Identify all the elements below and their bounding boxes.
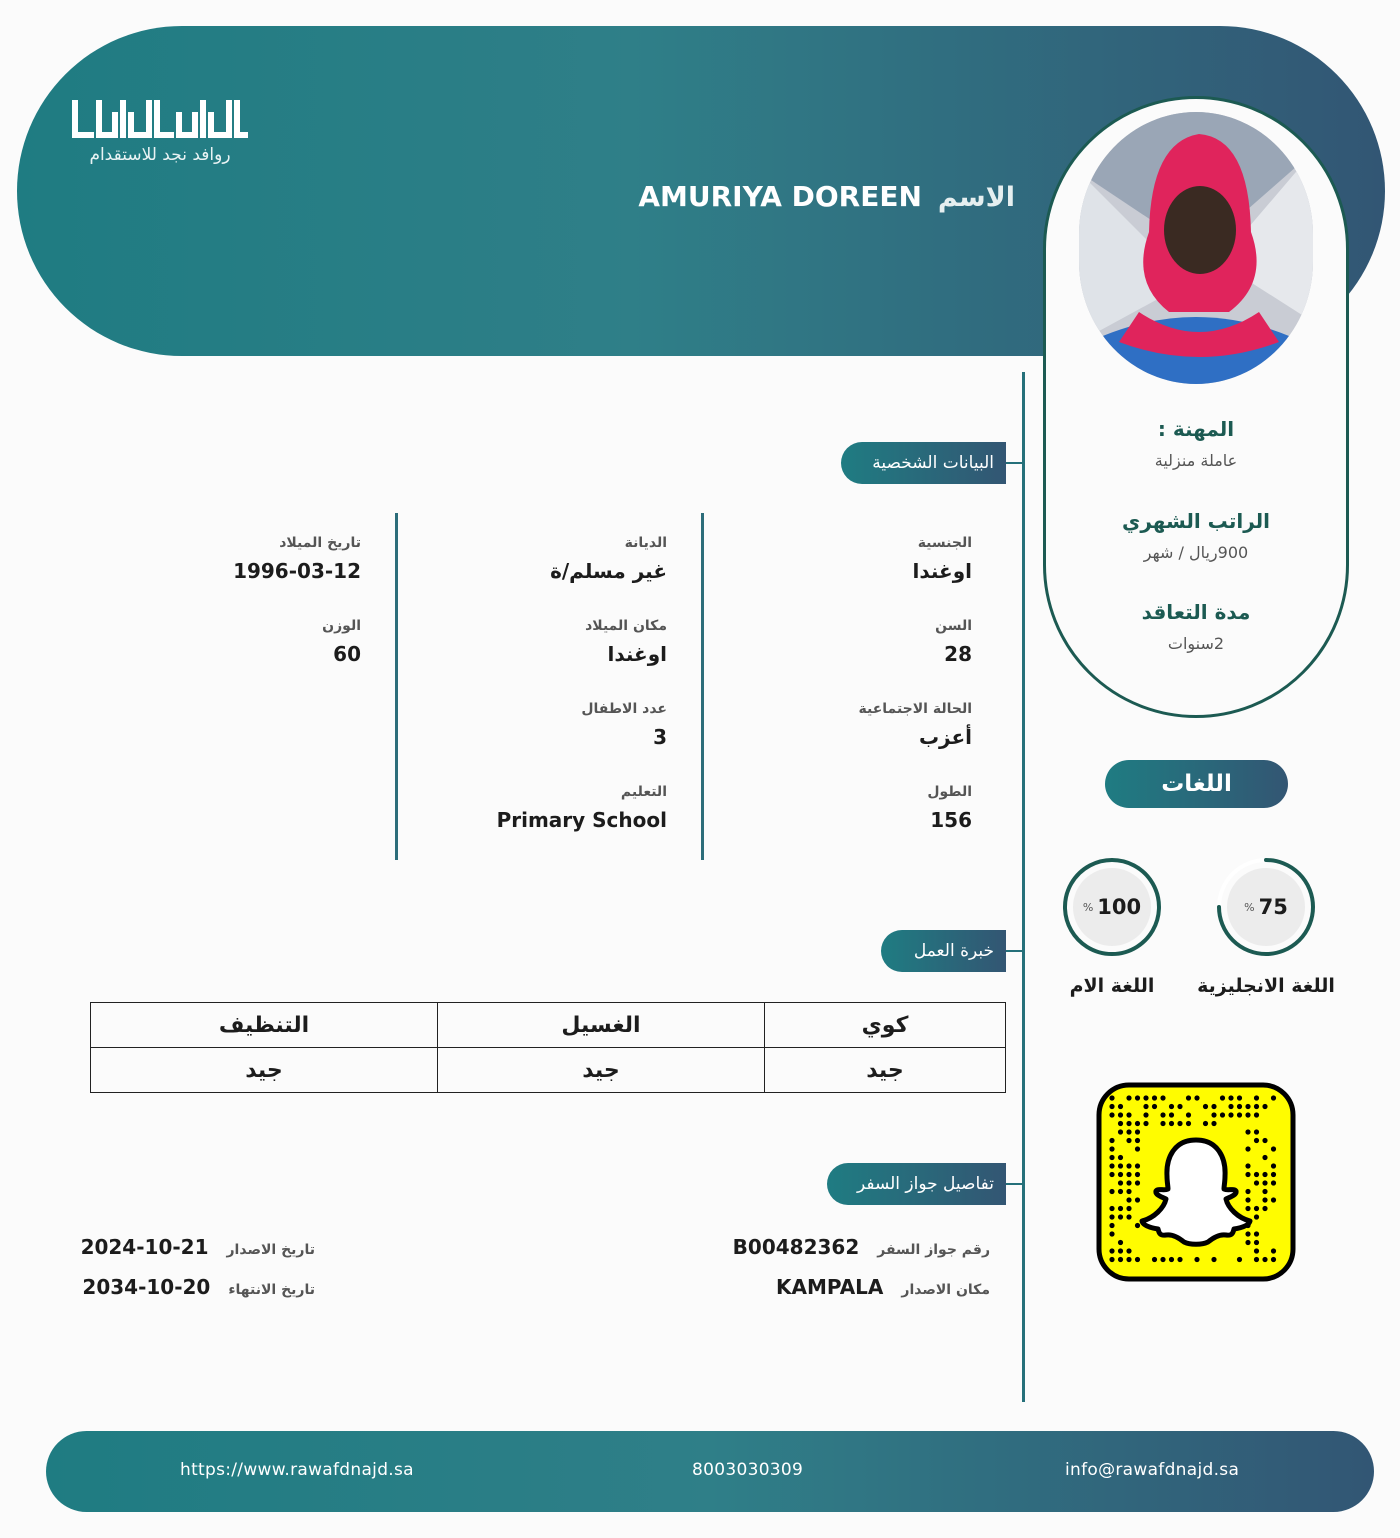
issue-place-row: [776, 1275, 990, 1299]
snapcode-dot: [1262, 1155, 1267, 1160]
snapcode-dot: [1262, 1104, 1267, 1109]
snapcode-dot: [1262, 1180, 1267, 1185]
snapcode-dot: [1135, 1129, 1140, 1134]
snapcode-dot: [1109, 1104, 1114, 1109]
field-label: مكان الميلاد: [585, 618, 667, 634]
snapcode-dot: [1126, 1197, 1131, 1202]
snapcode-dot: [1237, 1112, 1242, 1117]
field-birthplace: [407, 618, 667, 666]
snapcode-dot: [1126, 1163, 1131, 1168]
field-value: 1996-03-12: [233, 559, 361, 583]
contract-label: مدة التعاقد: [1141, 600, 1251, 624]
gauge-unit: %: [1244, 900, 1255, 914]
snapcode-dot: [1211, 1104, 1216, 1109]
snapcode-dot: [1177, 1257, 1182, 1262]
field-value: 28: [944, 642, 972, 666]
snapcode-dot: [1237, 1095, 1242, 1100]
snapcode-dot: [1160, 1095, 1165, 1100]
snapcode-dot: [1262, 1189, 1267, 1194]
snapcode-dot: [1245, 1172, 1250, 1177]
snapcode-dot: [1262, 1206, 1267, 1211]
snapcode-dot: [1152, 1095, 1157, 1100]
passport-number: B00482362: [732, 1235, 860, 1259]
field-label: تاريخ الميلاد: [279, 535, 361, 551]
snapcode-dot: [1135, 1146, 1140, 1151]
snapcode-dot: [1118, 1206, 1123, 1211]
snapcode-dot: [1254, 1206, 1259, 1211]
field-value: 156: [930, 808, 972, 832]
snapcode-dot: [1262, 1138, 1267, 1143]
snapcode-dot: [1126, 1172, 1131, 1177]
snapcode-dot: [1118, 1155, 1123, 1160]
field-value: أعزب: [918, 725, 972, 749]
passport-number-label: رقم جواز السفر: [877, 1242, 990, 1258]
website-link[interactable]: https://www.rawafdnajd.sa: [180, 1460, 414, 1480]
language-label-english: اللغة الانجليزية: [1197, 975, 1335, 997]
snapcode-dot: [1109, 1138, 1114, 1143]
snapcode-dot: [1160, 1121, 1165, 1126]
snapcode-dot: [1152, 1104, 1157, 1109]
email-link[interactable]: info@rawafdnajd.sa: [1065, 1460, 1240, 1480]
personal-section-tag: [841, 442, 1006, 484]
snapcode-dot: [1254, 1112, 1259, 1117]
snapcode-dot: [1109, 1248, 1114, 1253]
gauge-value: 100: [1097, 895, 1142, 919]
salary-block: [1046, 509, 1346, 562]
snapcode-dot: [1271, 1172, 1276, 1177]
snapcode-dot: [1237, 1104, 1242, 1109]
snapcode-dot: [1135, 1121, 1140, 1126]
skill-header: كوي: [765, 1003, 1006, 1048]
snapcode-dot: [1109, 1257, 1114, 1262]
snapcode-dot: [1254, 1095, 1259, 1100]
passport-number-row: [733, 1235, 990, 1259]
snapcode-dot: [1245, 1104, 1250, 1109]
snapcode-dot: [1169, 1257, 1174, 1262]
experience-section-tag: [881, 930, 1006, 972]
snapcode-dot: [1254, 1172, 1259, 1177]
expiry-date-row: [82, 1275, 315, 1299]
issue-date: 2024-10-21: [80, 1235, 209, 1259]
snapcode-dot: [1228, 1104, 1233, 1109]
table-row: [91, 1003, 1006, 1048]
vertical-divider: [1022, 372, 1025, 1402]
snapcode-dot: [1169, 1104, 1174, 1109]
snapcode-dot: [1271, 1146, 1276, 1151]
column-divider: [701, 513, 704, 860]
gauge-center: [1073, 868, 1151, 946]
snapcode-dot: [1262, 1197, 1267, 1202]
languages-title-text: اللغات: [1161, 771, 1232, 797]
field-age: [712, 618, 972, 666]
snapcode-icon[interactable]: [1096, 1082, 1296, 1282]
snapcode-dot: [1109, 1112, 1114, 1117]
language-gauge-english: [1216, 857, 1316, 957]
gauge-unit: %: [1082, 900, 1094, 914]
field-label: السن: [935, 618, 972, 634]
logo-mark-icon: [71, 95, 249, 141]
snapcode-dot: [1254, 1104, 1259, 1109]
field-marital-status: [712, 701, 972, 749]
snapcode-dot: [1186, 1112, 1191, 1117]
skill-level: جيد: [91, 1048, 438, 1093]
field-label: عدد الاطفال: [581, 701, 667, 717]
snapcode-dot: [1126, 1214, 1131, 1219]
language-label-native: اللغة الام: [1069, 975, 1155, 997]
field-weight: [121, 618, 361, 666]
snapcode-dot: [1135, 1180, 1140, 1185]
snapcode-dot: [1126, 1129, 1131, 1134]
snapcode-dot: [1271, 1095, 1276, 1100]
snapcode-dot: [1118, 1240, 1123, 1245]
snapcode-dot: [1126, 1121, 1131, 1126]
contract-block: [1046, 600, 1346, 653]
snapcode-dot: [1126, 1095, 1131, 1100]
snapcode-dot: [1245, 1112, 1250, 1117]
profession-block: [1046, 417, 1346, 470]
snapcode-dot: [1245, 1231, 1250, 1236]
snapcode-dot: [1254, 1248, 1259, 1253]
snapcode-dot: [1203, 1104, 1208, 1109]
language-gauge-native: [1062, 857, 1162, 957]
snapcode-dot: [1194, 1095, 1199, 1100]
snapcode-dot: [1126, 1257, 1131, 1262]
snapcode-dot: [1135, 1197, 1140, 1202]
snapcode-dot: [1109, 1189, 1114, 1194]
gauge-value: 75: [1258, 895, 1288, 919]
snapcode-dot: [1245, 1206, 1250, 1211]
snapcode-dot: [1271, 1257, 1276, 1262]
snapcode-dot: [1271, 1248, 1276, 1253]
snapcode-dot: [1160, 1112, 1165, 1117]
skill-level: جيد: [438, 1048, 765, 1093]
company-tagline: روافد نجد للاستقدام: [89, 145, 231, 165]
experience-section-title: خبرة العمل: [913, 941, 994, 961]
expiry-date: 2034-10-20: [82, 1275, 211, 1299]
name-label: الاسم: [937, 182, 1015, 213]
snapcode-dot: [1143, 1095, 1148, 1100]
field-value: Primary School: [496, 808, 667, 832]
snapcode-dot: [1177, 1121, 1182, 1126]
field-value: 3: [653, 725, 667, 749]
issue-place-label: مكان الاصدار: [901, 1282, 990, 1298]
snapcode-dot: [1143, 1112, 1148, 1117]
field-education: [407, 784, 667, 832]
snapcode-dot: [1160, 1257, 1165, 1262]
snapcode-dot: [1228, 1095, 1233, 1100]
field-nationality: [712, 535, 972, 583]
issue-date-label: تاريخ الاصدار: [226, 1242, 315, 1258]
issue-date-row: [81, 1235, 315, 1259]
field-children: [407, 701, 667, 749]
skills-table: [90, 1002, 1006, 1093]
snapcode-dot: [1254, 1180, 1259, 1185]
snapcode-dot: [1262, 1257, 1267, 1262]
field-label: الديانة: [624, 535, 667, 551]
passport-section-tag: [827, 1163, 1006, 1205]
field-label: الوزن: [322, 618, 361, 634]
snapcode-dot: [1109, 1146, 1114, 1151]
field-height: [712, 784, 972, 832]
snapcode-dot: [1109, 1095, 1114, 1100]
footer-bar: [46, 1431, 1374, 1512]
snapcode-dot: [1126, 1206, 1131, 1211]
snapcode-dot: [1135, 1172, 1140, 1177]
passport-section-title: تفاصيل جواز السفر: [856, 1174, 994, 1194]
snapcode-dot: [1109, 1231, 1114, 1236]
snapcode-dot: [1118, 1163, 1123, 1168]
skill-header: التنظيف: [91, 1003, 438, 1048]
snapcode-dot: [1135, 1138, 1140, 1143]
snapcode-dot: [1118, 1112, 1123, 1117]
snapcode-dot: [1135, 1095, 1140, 1100]
snapcode-dot: [1126, 1180, 1131, 1185]
snapcode-dot: [1271, 1197, 1276, 1202]
snapcode-dot: [1135, 1163, 1140, 1168]
salary-value: 900ريال / شهر: [1143, 543, 1249, 562]
snapcode-dot: [1126, 1138, 1131, 1143]
profession-label: المهنة :: [1157, 417, 1235, 441]
snapcode-dot: [1135, 1257, 1140, 1262]
snapcode-dot: [1109, 1163, 1114, 1168]
snapcode-dot: [1135, 1223, 1140, 1228]
field-label: الحالة الاجتماعية: [858, 701, 972, 717]
snapcode-dot: [1245, 1129, 1250, 1134]
snapcode-dot: [1109, 1214, 1114, 1219]
snapcode-dot: [1254, 1129, 1259, 1134]
skill-header: الغسيل: [438, 1003, 765, 1048]
candidate-name-row: [638, 180, 1015, 213]
snapcode-dot: [1211, 1121, 1216, 1126]
snapcode-dot: [1271, 1163, 1276, 1168]
snapcode-dot: [1254, 1257, 1259, 1262]
snapcode-dot: [1254, 1214, 1259, 1219]
snapcode-dot: [1220, 1095, 1225, 1100]
field-value: 60: [333, 642, 361, 666]
field-label: الجنسية: [917, 535, 972, 551]
snapcode-dot: [1118, 1189, 1123, 1194]
snapcode-dot: [1118, 1172, 1123, 1177]
snapcode-dot: [1211, 1257, 1216, 1262]
field-birthdate: [121, 535, 361, 583]
field-label: التعليم: [620, 784, 667, 800]
snapcode-dot: [1152, 1257, 1157, 1262]
snapcode-dot: [1254, 1231, 1259, 1236]
snapcode-dot: [1118, 1121, 1123, 1126]
snapcode-dot: [1118, 1214, 1123, 1219]
snapcode-dot: [1177, 1104, 1182, 1109]
column-divider: [395, 513, 398, 860]
salary-label: الراتب الشهري: [1122, 509, 1270, 533]
snapcode-dot: [1143, 1104, 1148, 1109]
gauge-center: [1227, 868, 1305, 946]
phone-number[interactable]: 8003030309: [692, 1460, 804, 1480]
snapcode-dot: [1126, 1189, 1131, 1194]
field-value: غير مسلم/ة: [550, 559, 667, 583]
snapcode-dot: [1220, 1112, 1225, 1117]
field-value: اوغندا: [607, 642, 667, 666]
snapcode-dot: [1169, 1121, 1174, 1126]
snapcode-dot: [1254, 1138, 1259, 1143]
snapcode-dot: [1109, 1172, 1114, 1177]
snapcode-dot: [1203, 1121, 1208, 1126]
snapcode-dot: [1194, 1257, 1199, 1262]
languages-title: [1105, 760, 1288, 808]
snapcode-dot: [1118, 1248, 1123, 1253]
snapcode-dot: [1228, 1112, 1233, 1117]
snapcode-dot: [1245, 1197, 1250, 1202]
field-label: الطول: [927, 784, 972, 800]
skill-level: جيد: [765, 1048, 1006, 1093]
snapcode-dot: [1143, 1121, 1148, 1126]
issue-place: KAMPALA: [776, 1275, 884, 1299]
profile-card: [1043, 96, 1349, 718]
table-row: [91, 1048, 1006, 1093]
candidate-name: AMURIYA DOREEN: [638, 180, 922, 213]
snapcode-dot: [1118, 1104, 1123, 1109]
snapcode-dot: [1169, 1112, 1174, 1117]
snapcode-dot: [1109, 1223, 1114, 1228]
personal-section-title: البيانات الشخصية: [872, 453, 994, 473]
snapcode-dot: [1262, 1172, 1267, 1177]
expiry-date-label: تاريخ الانتهاء: [228, 1282, 315, 1298]
snapcode-dot: [1118, 1257, 1123, 1262]
contract-value: 2سنوات: [1167, 634, 1225, 653]
field-value: اوغندا: [912, 559, 972, 583]
snapcode-dot: [1211, 1112, 1216, 1117]
company-logo: [70, 95, 250, 165]
snapcode-dot: [1126, 1112, 1131, 1117]
field-religion: [407, 535, 667, 583]
snapcode-dot: [1109, 1155, 1114, 1160]
snapcode-dot: [1118, 1129, 1123, 1134]
snapcode-dot: [1245, 1163, 1250, 1168]
snapcode-dot: [1245, 1240, 1250, 1245]
candidate-photo: [1079, 112, 1313, 384]
snapcode-dot: [1245, 1189, 1250, 1194]
snapcode-dot: [1254, 1240, 1259, 1245]
snapcode-dot: [1118, 1180, 1123, 1185]
snapcode-dot: [1126, 1248, 1131, 1253]
snapcode-dot: [1109, 1206, 1114, 1211]
snapcode-dot: [1237, 1257, 1242, 1262]
profession-value: عاملة منزلية: [1154, 451, 1238, 470]
snapcode-dot: [1186, 1095, 1191, 1100]
snapcode-dot: [1245, 1146, 1250, 1151]
snapcode-dot: [1271, 1180, 1276, 1185]
snapcode-dot: [1186, 1121, 1191, 1126]
